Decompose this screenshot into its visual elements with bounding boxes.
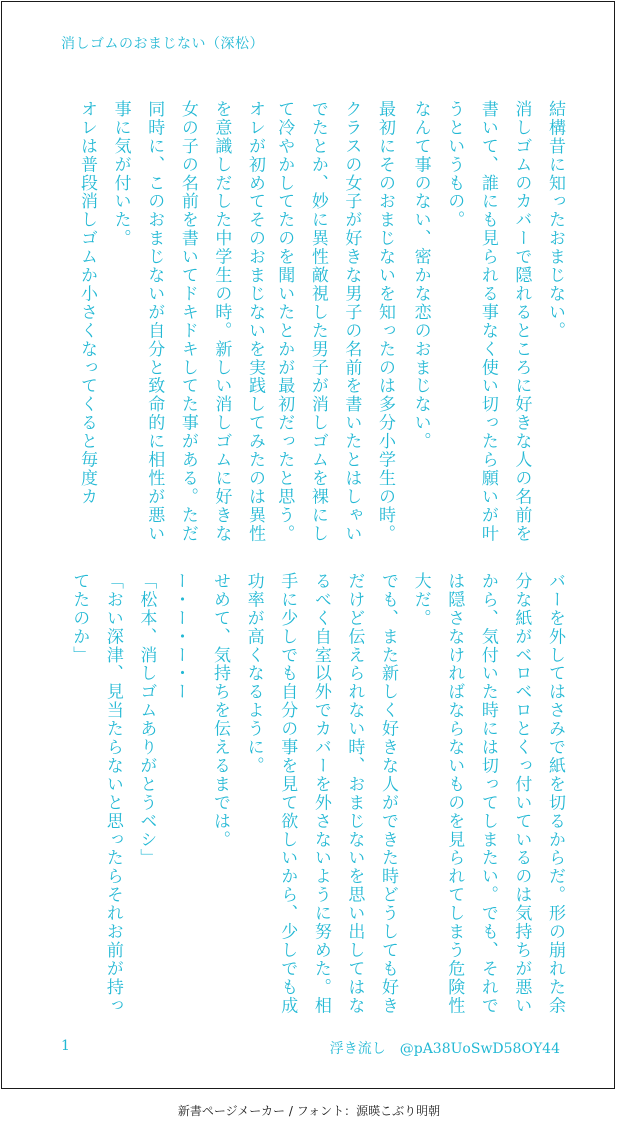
text-column-bottom-right: バーを外してはさみで紙を切るからだ。形の崩れた余分な紙がベロベロとくっ付いているのは気持ちが悪いから、気付いた時には切ってしまたい。でも、それでは隠さなければならないものを見られてしまう危険性大だ。 bbox=[410, 572, 565, 1015]
text-column-top-right: 結構昔に知ったおまじない。 消しゴムのカバーで隠れるところに好きな人の名前を書いて、誰にも見られる事なく使い切ったら願いが叶うというもの。 なんて事のない、密かな恋のおまじない。 bbox=[410, 100, 565, 543]
story-title: 消しゴムのおまじない（深松） bbox=[61, 36, 264, 52]
text-column-bottom-middle: でも、また新しく好きな人ができた時どうしても好きだけど伝えられない時、おまじないを思い出してはなるべく自室以外でカバーを外さないように努めた。相手に少しでも自分の事を見て欲しいから、少しでも成功率が高くなるように。 せめて、気持ちを伝えるまでは。 bbox=[210, 572, 398, 1015]
text-column-top-left: オレが初めてそのおまじないを実践してみたのは異性を意識しだした中学生の時。新しい消しゴムに好きな女の子の名前を書いてドキドキしてた事がある。ただ同時に、このおまじないが自分と致命的に相性が悪い事に気が付いた。 オレは普段消しゴムか小さくなってくると毎度カ bbox=[77, 100, 265, 543]
page-number: 1 bbox=[61, 1038, 70, 1054]
author-name: 浮き流し bbox=[329, 1041, 386, 1057]
text-column-top-middle: 最初にそのおまじないを知ったのは多分小学生の時。クラスの女子が好きな男子の名前を書いたとはしゃいでたとか、妙に異性敵視した男子が消しゴムを裸にして冷やかしてたのを聞いたとかが最初だったと思う。 bbox=[274, 100, 395, 543]
author-handle: @pA38UoSwD58OY44 bbox=[399, 1041, 560, 1057]
text-column-bottom-left: ー・ー・ー・ー 「松本、消しゴムありがとうベシ」 「おい深津、見当たらないと思ったらそれお前が持ってたのか」 bbox=[69, 572, 190, 1015]
generator-credit: 新書ページメーカー / フォント：源暎こぶり明朝 bbox=[177, 1104, 441, 1118]
author-footer bbox=[330, 1038, 560, 1058]
